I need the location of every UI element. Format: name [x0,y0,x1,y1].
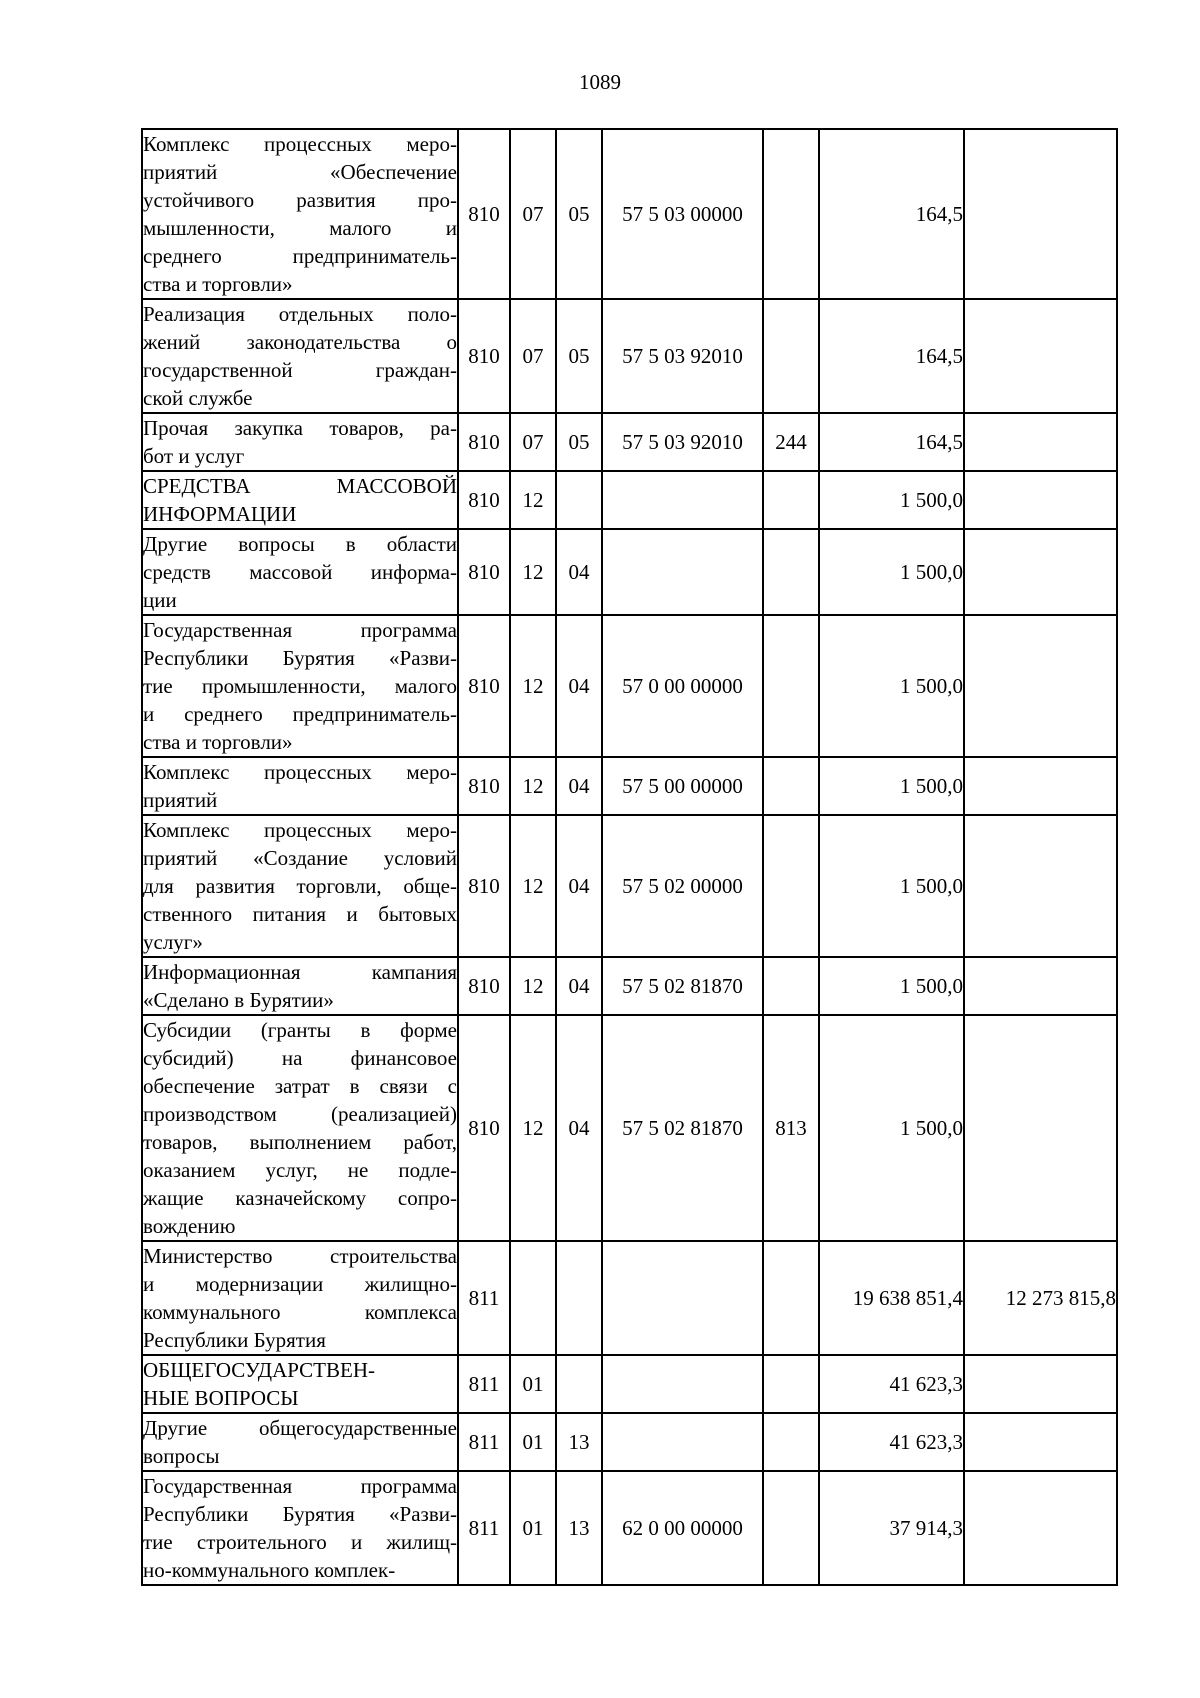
amount-secondary-cell [964,1015,1117,1241]
ministry-code-cell: 810 [458,1015,510,1241]
item-name-line: жений законодательства о [143,330,457,354]
amount-secondary-cell: 12 273 815,8 [964,1241,1117,1355]
amount-cell: 1 500,0 [819,471,964,529]
amount-secondary-cell [964,757,1117,815]
item-name-line: ОБЩЕГОСУДАРСТВЕН- [143,1358,376,1382]
section-code-cell: 12 [510,615,556,757]
ministry-code-cell: 810 [458,815,510,957]
item-name-cell [142,757,458,815]
section-code-cell: 12 [510,1015,556,1241]
item-name-cell [142,1241,458,1355]
amount-cell: 164,5 [819,413,964,471]
amount-cell: 19 638 851,4 [819,1241,964,1355]
expense-type-cell: 244 [763,413,819,471]
item-name-line: мышленности, малого и [143,216,457,240]
target-article-cell: 57 5 03 00000 [602,129,763,299]
item-name-cell [142,299,458,413]
subsection-code-cell [556,1355,602,1413]
expense-type-cell [763,1355,819,1413]
amount-secondary-cell [964,815,1117,957]
amount-cell: 41 623,3 [819,1355,964,1413]
expense-type-cell [763,1241,819,1355]
item-name-line: жащие казначейскому сопро- [143,1186,457,1210]
item-name-line: коммунального комплекса [143,1300,457,1324]
item-name-line: приятий [143,788,218,812]
item-name-line: для развития торговли, обще- [143,874,457,898]
item-name-cell [142,1355,458,1413]
item-name-line: Республики Бурятия «Разви- [143,1502,457,1526]
section-code-cell: 07 [510,299,556,413]
target-article-cell [602,471,763,529]
amount-cell: 37 914,3 [819,1471,964,1585]
item-name-line: приятий «Обеспечение [143,160,457,184]
amount-secondary-cell [964,471,1117,529]
target-article-cell [602,1241,763,1355]
subsection-code-cell: 05 [556,299,602,413]
target-article-cell [602,1355,763,1413]
expense-type-cell [763,615,819,757]
item-name-cell [142,1413,458,1471]
item-name-cell [142,129,458,299]
ministry-code-cell: 810 [458,957,510,1015]
amount-secondary-cell [964,1355,1117,1413]
item-name-line: производством (реализацией) [143,1102,457,1126]
amount-cell: 1 500,0 [819,957,964,1015]
item-name-line: ственного питания и бытовых [143,902,457,926]
item-name-line: Комплекс процессных меро- [143,818,457,842]
item-name-line: вождению [143,1214,236,1238]
item-name-cell [142,1471,458,1585]
amount-cell: 41 623,3 [819,1413,964,1471]
amount-cell: 1 500,0 [819,815,964,957]
item-name-line: услуг» [143,930,203,954]
item-name-line: но-коммунального комплек- [143,1558,396,1582]
amount-secondary-cell [964,129,1117,299]
table-row [142,413,1117,471]
table-row [142,757,1117,815]
item-name-line: Государственная программа [143,618,457,642]
ministry-code-cell: 810 [458,615,510,757]
subsection-code-cell: 04 [556,1015,602,1241]
item-name-line: вопросы [143,1444,220,1468]
table-row [142,815,1117,957]
table-row [142,957,1117,1015]
item-name-cell [142,815,458,957]
item-name-line: устойчивого развития про- [143,188,457,212]
item-name-line: Комплекс процессных меро- [143,760,457,784]
item-name-line: Субсидии (гранты в форме [143,1018,457,1042]
table-row [142,529,1117,615]
expense-type-cell [763,757,819,815]
ministry-code-cell: 810 [458,129,510,299]
target-article-cell: 57 5 03 92010 [602,299,763,413]
amount-cell: 1 500,0 [819,1015,964,1241]
page-number: 1089 [579,70,621,94]
item-name-cell [142,471,458,529]
item-name-line: ства и торговли» [143,730,293,754]
item-name-line: товаров, выполнением работ, [143,1130,457,1154]
item-name-line: обеспечение затрат в связи с [143,1074,457,1098]
item-name-line: средств массовой информа- [143,560,457,584]
ministry-code-cell: 810 [458,299,510,413]
item-name-line: оказанием услуг, не подле- [143,1158,457,1182]
subsection-code-cell: 05 [556,129,602,299]
item-name-line: Государственная программа [143,1474,457,1498]
expense-type-cell [763,129,819,299]
item-name-line: и модернизации жилищно- [143,1272,457,1296]
subsection-code-cell [556,1241,602,1355]
item-name-line: субсидий) на финансовое [143,1046,457,1070]
section-code-cell: 12 [510,529,556,615]
ministry-code-cell: 810 [458,413,510,471]
item-name-cell [142,529,458,615]
ministry-code-cell: 811 [458,1413,510,1471]
subsection-code-cell [556,471,602,529]
ministry-code-cell: 811 [458,1355,510,1413]
ministry-code-cell: 810 [458,757,510,815]
target-article-cell [602,1413,763,1471]
subsection-code-cell: 04 [556,957,602,1015]
subsection-code-cell: 04 [556,815,602,957]
section-code-cell: 12 [510,471,556,529]
amount-cell: 1 500,0 [819,757,964,815]
amount-secondary-cell [964,957,1117,1015]
amount-secondary-cell [964,1471,1117,1585]
section-code-cell: 12 [510,957,556,1015]
section-code-cell: 12 [510,757,556,815]
table-row [142,471,1117,529]
ministry-code-cell: 811 [458,1241,510,1355]
amount-secondary-cell [964,1413,1117,1471]
amount-secondary-cell [964,529,1117,615]
amount-secondary-cell [964,413,1117,471]
target-article-cell: 57 0 00 00000 [602,615,763,757]
amount-cell: 164,5 [819,299,964,413]
item-name-line: Республики Бурятия «Разви- [143,646,457,670]
expense-type-cell [763,529,819,615]
subsection-code-cell: 04 [556,529,602,615]
item-name-line: Другие вопросы в области [143,532,457,556]
item-name-line: НЫЕ ВОПРОСЫ [143,1386,299,1410]
subsection-code-cell: 04 [556,615,602,757]
target-article-cell: 57 5 02 81870 [602,1015,763,1241]
item-name-line: бот и услуг [143,444,245,468]
item-name-line: Другие общегосударственные [143,1416,457,1440]
target-article-cell [602,529,763,615]
amount-cell: 1 500,0 [819,529,964,615]
table-row [142,615,1117,757]
item-name-line: Комплекс процессных меро- [143,132,457,156]
section-code-cell: 01 [510,1355,556,1413]
item-name-line: СРЕДСТВА МАССОВОЙ [143,474,457,498]
item-name-line: ции [143,588,177,612]
target-article-cell: 62 0 00 00000 [602,1471,763,1585]
item-name-line: ской службе [143,386,253,410]
expense-type-cell [763,815,819,957]
table-row [142,1015,1117,1241]
item-name-line: тие промышленности, малого [143,674,457,698]
table-row [142,1471,1117,1585]
subsection-code-cell: 13 [556,1413,602,1471]
table-row [142,1241,1117,1355]
expense-type-cell [763,299,819,413]
expense-type-cell [763,957,819,1015]
expense-type-cell [763,471,819,529]
item-name-line: среднего предприниматель- [143,244,457,268]
subsection-code-cell: 05 [556,413,602,471]
item-name-cell [142,615,458,757]
item-name-line: «Сделано в Бурятии» [143,988,334,1012]
ministry-code-cell: 810 [458,529,510,615]
item-name-line: ИНФОРМАЦИИ [143,502,297,526]
item-name-cell [142,957,458,1015]
item-name-line: приятий «Создание условий [143,846,457,870]
amount-secondary-cell [964,615,1117,757]
amount-cell: 1 500,0 [819,615,964,757]
amount-secondary-cell [964,299,1117,413]
table-row [142,1413,1117,1471]
item-name-line: Министерство строительства [143,1244,457,1268]
table-row [142,1355,1117,1413]
item-name-line: Реализация отдельных поло- [143,302,457,326]
amount-cell: 164,5 [819,129,964,299]
target-article-cell: 57 5 00 00000 [602,757,763,815]
item-name-line: Прочая закупка товаров, ра- [143,416,457,440]
subsection-code-cell: 13 [556,1471,602,1585]
budget-table [141,128,1118,1586]
table-row [142,299,1117,413]
expense-type-cell [763,1471,819,1585]
expense-type-cell: 813 [763,1015,819,1241]
section-code-cell: 12 [510,815,556,957]
item-name-cell [142,1015,458,1241]
ministry-code-cell: 811 [458,1471,510,1585]
table-row [142,129,1117,299]
expense-type-cell [763,1413,819,1471]
target-article-cell: 57 5 02 00000 [602,815,763,957]
table-body [142,129,1117,1585]
section-code-cell: 01 [510,1413,556,1471]
ministry-code-cell: 810 [458,471,510,529]
item-name-cell [142,413,458,471]
item-name-line: ства и торговли» [143,272,293,296]
item-name-line: и среднего предприниматель- [143,702,457,726]
item-name-line: Республики Бурятия [143,1328,326,1352]
section-code-cell [510,1241,556,1355]
section-code-cell: 07 [510,129,556,299]
section-code-cell: 07 [510,413,556,471]
target-article-cell: 57 5 02 81870 [602,957,763,1015]
item-name-line: тие строительного и жилищ- [143,1530,457,1554]
subsection-code-cell: 04 [556,757,602,815]
item-name-line: государственной граждан- [143,358,457,382]
target-article-cell: 57 5 03 92010 [602,413,763,471]
section-code-cell: 01 [510,1471,556,1585]
item-name-line: Информационная кампания [143,960,457,984]
